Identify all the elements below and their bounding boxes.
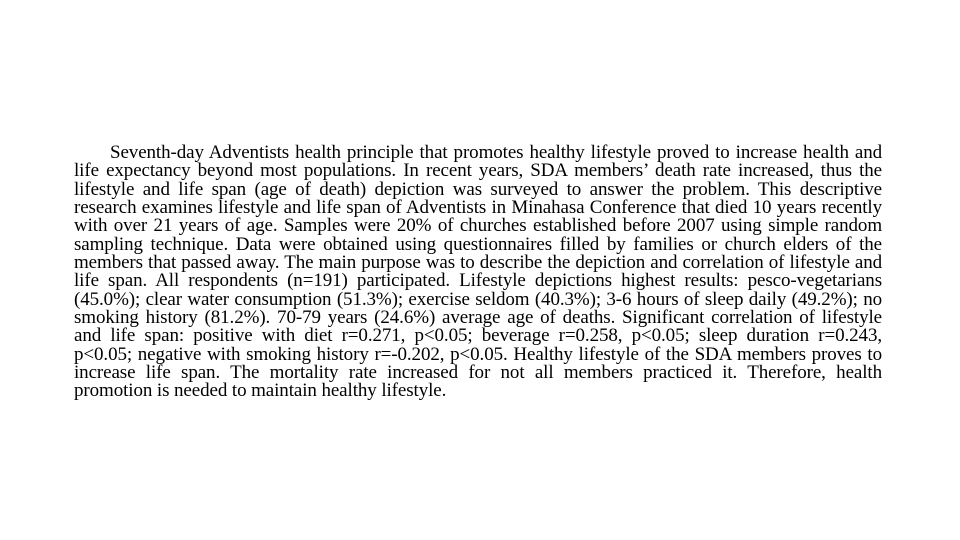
abstract-paragraph: Seventh-day Adventists health principle that promotes healthy lifestyle proved to increase health and life expectancy beyond most populations. In recent years, SDA members’ death rate increased, thus the lifestyle and life span (age of death) depiction was surveyed to answer the problem. This descriptive research examines lifestyle and life span of Adventists in Minahasa Conference that died 10 years recently with over 21 years of age. Samples were 20% of churches established before 2007 using simple random sampling technique. Data were obtained using questionnaires filled by families or church elders of the members that passed away. The main purpose was to describe the depiction and correlation of lifestyle and life span. All respondents (n=191) participated. Lifestyle depictions highest results: pesco-vegetarians (45.0%); clear water consumption (51.3%); exercise seldom (40.3%); 3-6 hours of sleep daily (49.2%); no smoking history (81.2%). 70-79 years (24.6%) average age of deaths. Significant correlation of lifestyle and life span: positive with diet r=0.271, p<0.05; beverage r=0.258, p<0.05; sleep duration r=0.243, p<0.05; negative with smoking history r=-0.202, p<0.05. Healthy lifestyle of the SDA members proves to increase life span. The mortality rate increased for not all members practiced it. Therefore, health promotion is needed to maintain healthy lifestyle. [74,142,882,402]
